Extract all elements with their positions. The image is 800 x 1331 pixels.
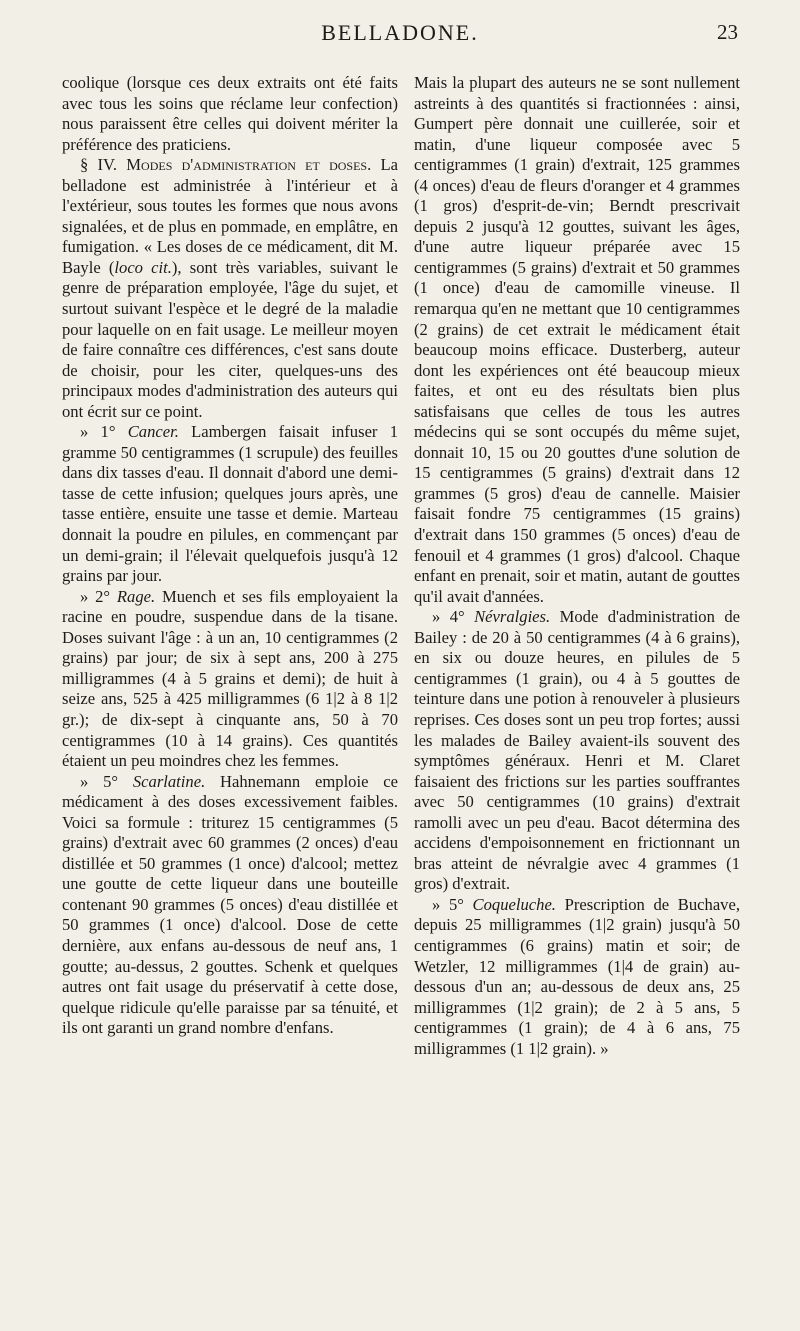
paragraph-scarlatine: » 5° Scarlatine. Hahnemann emploie ce médicament à des doses excessivement faibles. Voici sa formule : triturez 15 centigrammes (5 grains) d'extrait avec 60 grammes (2 onces) d'eau distillée et 50 grammes (1 once) d'alcool; mettez une goutte de cette liqueur dans une bouteille contenant 90 grammes (5 onces) d'eau distillée et 50 grammes (1 once) d'alcool. Dose de cette dernière, aux enfans au-dessous de neuf ans, 1 goutte; au-dessus, 2 gouttes. Schenk et quelques autres ont fait usage du préservatif à cette dose, quelque ridicule qu'elle paraisse par sa ténuité, et ils ont garanti un grand nombre d'enfans. xyxy=(62,771,398,1038)
right-column xyxy=(414,73,740,1059)
paragraph-rage: » 2° Rage. Muench et ses fils employaient la racine en poudre, suspendue dans de la tisane. Doses suivant l'âge : à un an, 10 centigrammes (2 grains) par jour; de six à sept ans, 200 à 275 milligrammes (4 à 5 grains et demi); de huit à seize ans, 525 à 425 milligrammes (6 1|2 à 8 1|2 gr.); de dix-sept à cinquante ans, 50 à 70 centigrammes (10 à 14 grains). Ces quantités étaient un peu moindres chez les femmes. xyxy=(62,586,398,771)
paragraph-nevralgies: » 4° Névralgies. Mode d'administration de Bailey : de 20 à 50 centigrammes (4 à 6 grains), en six ou douze heures, en pilules de 5 centigrammes (1 grain), ou 4 à 5 gouttes de teinture dans une potion à renouveler à plusieurs reprises. Ces doses sont un peu trop fortes; aussi les malades de Bailey avaient-ils souvent des symptômes généraux. Henri et M. Claret faisaient des frictions sur les parties souffrantes avec 50 centigrammes (10 grains) d'extrait ramolli avec un peu d'eau. Bacot détermina des accidens d'empoisonnement en frictionnant un bras atteint de névralgie avec 4 grammes (1 gros) d'extrait. xyxy=(414,607,740,894)
subheading: Coqueluche. xyxy=(472,894,556,914)
paragraph-coqueluche: » 5° Coqueluche. Prescription de Buchave, depuis 25 milligrammes (1|2 grain) jusqu'à 50 centigrammes (6 grains) matin et soir; de Wetzler, 12 milligrammes (1|4 de grain) au-dessous d'un an; au-dessous de deux ans, 25 milligrammes (1|2 grain); de 2 à 5 ans, 5 centigrammes (1 grain); de 4 à 6 ans, 75 milligrammes (1 1|2 grain). » xyxy=(414,894,740,1058)
subheading: Scarlatine. xyxy=(132,771,206,791)
paragraph: Mais la plupart des auteurs ne se sont nullement astreints à des quantités si fractionnées : ainsi, Gumpert père donnait une cuillerée, soir et matin, d'une liqueur composée avec 5 centigrammes (1 grain) d'extrait, 125 grammes (4 onces) d'eau de fleurs d'oranger et 4 grammes (1 gros) d'esprit-de-vin; Berndt prescrivait depuis 2 jusqu'à 12 gouttes, suivant les âges, d'une autre liqueur préparée avec 15 centigrammes (5 grains) d'extrait et 50 grammes (1 once) d'eau de camomille vineuse. Il remarqua qu'en ne mettant que 10 centigrammes (2 grains) de cet extrait le médicament était beaucoup moins efficace. Dusterberg, auteur dont les expériences ont été beaucoup mieux faites, et ont eu des résultats bien plus satisfaisans que celles de tous les autres médecins qui se sont occupés du même sujet, donnait 10, 15 ou 20 gouttes d'une solution de 15 centigrammes (5 grains) d'extrait dans 12 grammes (5 gros) d'eau de cannelle. Maisier faisait fondre 75 centigrammes (15 grains) d'extrait dans 150 grammes (5 onces) d'eau de fenouil et 4 grammes (1 gros) d'alcool. Chaque enfant en prenait, soir et matin, autant de gouttes qu'il avait d'années. xyxy=(414,73,740,606)
subheading: Cancer. xyxy=(127,422,179,442)
section-heading: § IV. Modes d'administration et doses. xyxy=(80,155,372,175)
paragraph: coolique (lorsque ces deux extraits ont été faits avec tous les soins que réclame leur confection) nous paraissent être celles qui doivent mériter la préférence des praticiens. xyxy=(62,73,398,154)
page-number: 23 xyxy=(717,20,738,44)
paragraph-cancer: » 1° Cancer. Lambergen faisait infuser 1 gramme 50 centigrammes (1 scrupule) des feuilles dans dix tasses d'eau. Il donnait d'abord une demi-tasse de cette infusion; quelques jours après, une tasse entière, ensuite une tasse et demie. Marteau donnait la poudre en pilules, en commençant par un demi-grain; il l'élevait quelquefois jusqu'à 12 grains par jour. xyxy=(62,422,398,586)
subheading: Névralgies. xyxy=(474,607,551,627)
running-title: BELLADONE. xyxy=(321,20,479,45)
page-header xyxy=(62,20,738,50)
left-column xyxy=(62,73,398,1039)
citation: loco cit. xyxy=(114,257,172,277)
paragraph-modes-administration: § IV. Modes d'administration et doses. La belladone est administrée à l'intérieur et à l'extérieur, sous toutes les formes que nous avons signalées, et de plus en pommade, en emplâtre, en fumigation. « Les doses de ce médicament, dit M. Bayle (loco cit.), sont très variables, suivant le genre de préparation employée, l'âge du sujet, et surtout suivant l'espèce et le degré de la maladie pour laquelle on en fait usage. Le meilleur moyen de faire connaître ces différences, c'est sans doute de choisir, pour les citer, quelques-uns des principaux modes d'administration des auteurs qui ont écrit sur ce point. xyxy=(62,155,398,421)
subheading: Rage. xyxy=(116,586,156,606)
